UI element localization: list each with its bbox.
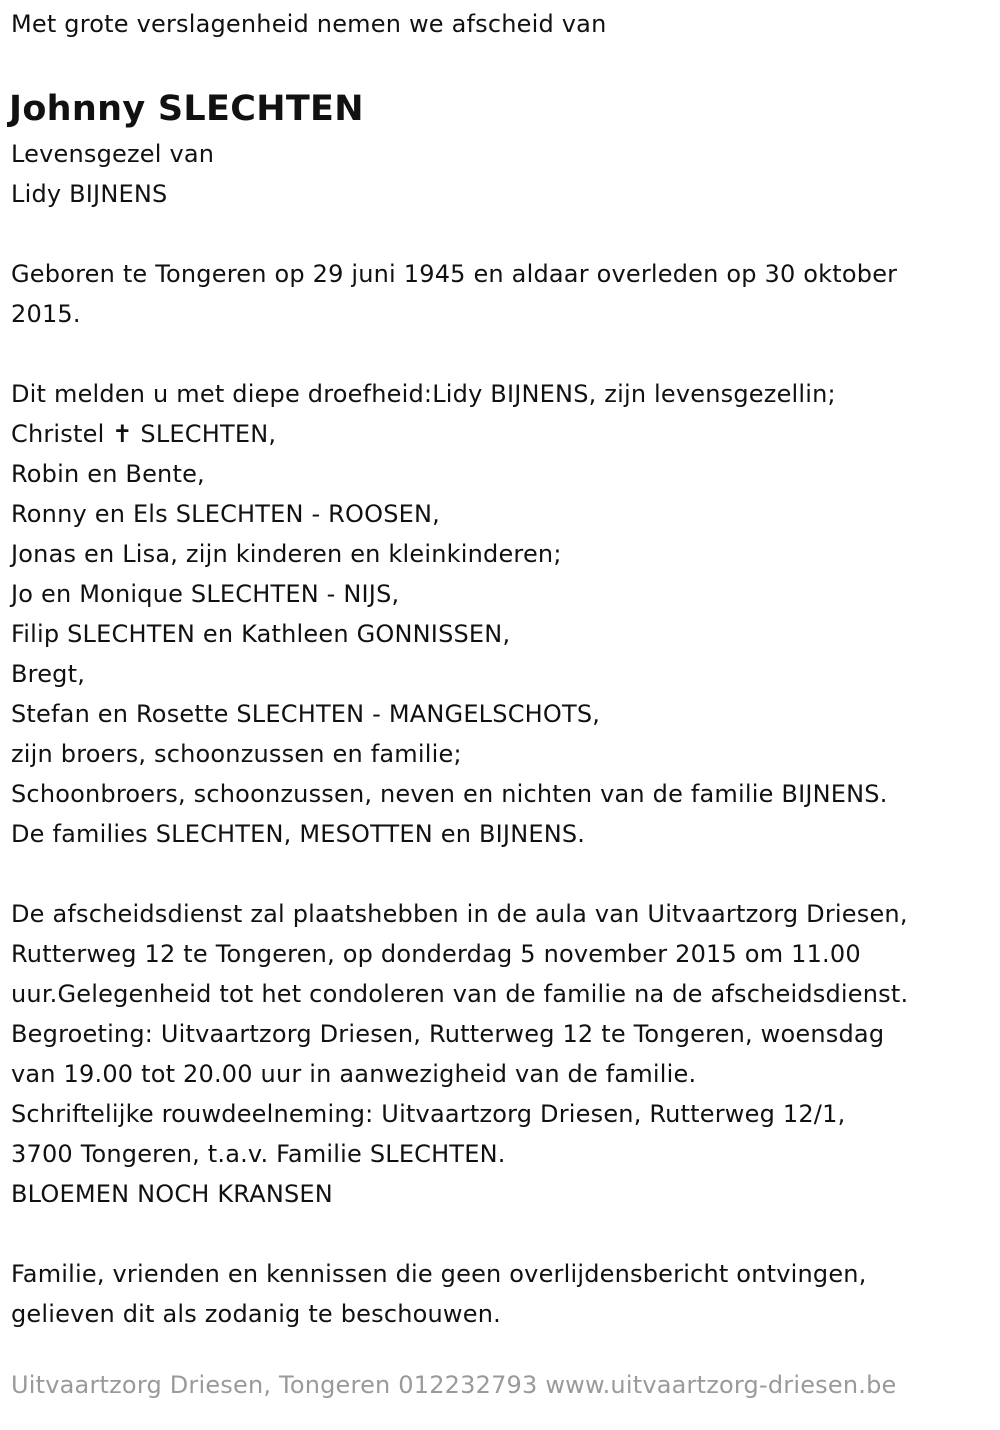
spacer: [11, 214, 991, 254]
family-list: [11, 374, 991, 854]
deceased-name: Johnny SLECHTEN: [9, 89, 364, 129]
family-line: Dit melden u met diepe droefheid:Lidy BIJNENS, zijn levensgezellin;: [11, 380, 836, 408]
partner-name: Lidy BIJNENS: [11, 180, 168, 208]
family-line: Bregt,: [11, 660, 86, 688]
family-line: Ronny en Els SLECHTEN - ROOSEN,: [11, 500, 441, 528]
service-line: uur.Gelegenheid tot het condoleren van de familie na de afscheidsdienst.: [11, 980, 909, 1008]
family-line: Robin en Bente,: [11, 460, 205, 488]
service-line: BLOEMEN NOCH KRANSEN: [11, 1180, 333, 1208]
spacer: [11, 334, 991, 374]
family-line: Schoonbroers, schoonzussen, neven en nichten van de familie BIJNENS.: [11, 780, 888, 808]
obituary-notice: [11, 0, 991, 1405]
spacer: [11, 1214, 991, 1254]
family-line: Jonas en Lisa, zijn kinderen en kleinkinderen;: [11, 540, 562, 568]
family-line: Filip SLECHTEN en Kathleen GONNISSEN,: [11, 620, 511, 648]
family-line: Jo en Monique SLECHTEN - NIJS,: [11, 580, 400, 608]
service-line: van 19.00 tot 20.00 uur in aanwezigheid van de familie.: [11, 1060, 697, 1088]
closing-line: gelieven dit als zodanig te beschouwen.: [11, 1300, 501, 1328]
service-line: Schriftelijke rouwdeelneming: Uitvaartzorg Driesen, Rutterweg 12/1,: [11, 1100, 846, 1128]
family-line: De families SLECHTEN, MESOTTEN en BIJNENS.: [11, 820, 586, 848]
partner-label: Levensgezel van: [11, 140, 215, 168]
service-details: [11, 894, 991, 1214]
service-line: De afscheidsdienst zal plaatshebben in de aula van Uitvaartzorg Driesen,: [11, 900, 908, 928]
service-line: Begroeting: Uitvaartzorg Driesen, Rutterweg 12 te Tongeren, woensdag: [11, 1020, 885, 1048]
spacer: [11, 854, 991, 894]
service-line: 3700 Tongeren, t.a.v. Familie SLECHTEN.: [11, 1140, 506, 1168]
closing-line: Familie, vrienden en kennissen die geen overlijdensbericht ontvingen,: [11, 1260, 867, 1288]
family-line: zijn broers, schoonzussen en familie;: [11, 740, 462, 768]
funeral-home-footer: Uitvaartzorg Driesen, Tongeren 012232793 www.uitvaartzorg-driesen.be: [11, 1371, 897, 1399]
intro-text: Met grote verslagenheid nemen we afscheid van: [11, 10, 607, 38]
family-line: Christel ✝ SLECHTEN,: [11, 420, 277, 448]
birth-line: 2015.: [11, 300, 81, 328]
service-line: Rutterweg 12 te Tongeren, op donderdag 5 november 2015 om 11.00: [11, 940, 861, 968]
birth-line: Geboren te Tongeren op 29 juni 1945 en aldaar overleden op 30 oktober: [11, 260, 898, 288]
family-line: Stefan en Rosette SLECHTEN - MANGELSCHOTS,: [11, 700, 601, 728]
